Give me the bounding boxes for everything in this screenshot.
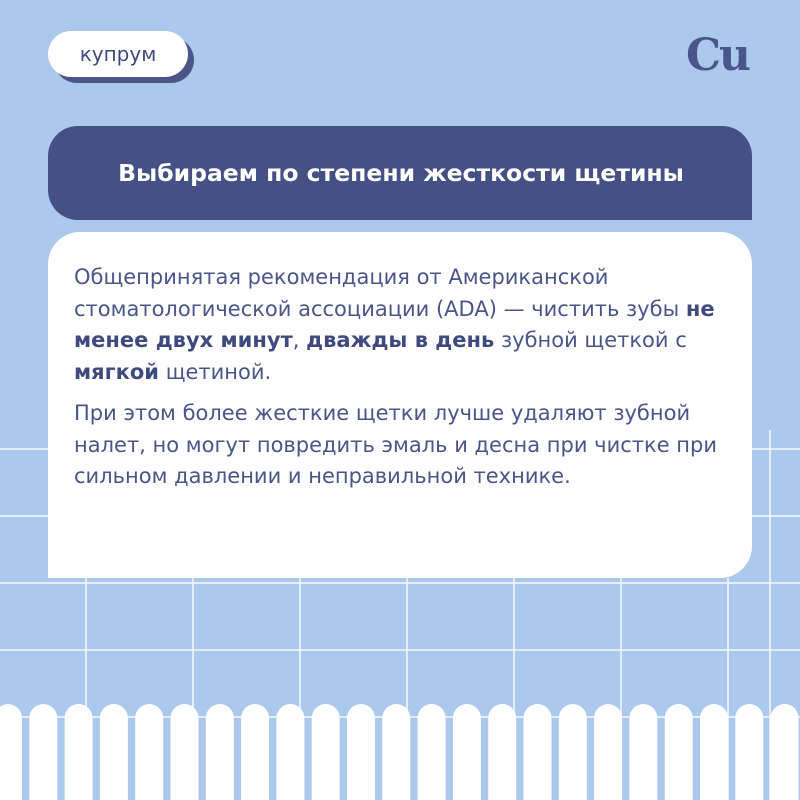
fence-bar — [241, 704, 269, 800]
fence-bar — [382, 704, 410, 800]
cu-logo: Cu — [686, 30, 750, 81]
paragraph1-part4: щетиной. — [159, 359, 272, 384]
fence-bar — [171, 704, 199, 800]
fence-bar — [524, 704, 552, 800]
fence-bar — [0, 704, 22, 800]
fence-bar — [665, 704, 693, 800]
fence-bar — [488, 704, 516, 800]
fence-bar — [135, 704, 163, 800]
fence-bar — [453, 704, 481, 800]
fence-bar — [735, 704, 763, 800]
bottom-fence-decoration — [0, 700, 800, 800]
highlight-soft: мягкой — [74, 359, 160, 384]
fence-bar — [276, 704, 304, 800]
fence-bar — [100, 704, 128, 800]
fence-bar — [347, 704, 375, 800]
highlight-two-minutes: не менее двух минут — [74, 296, 715, 352]
fence-bar — [65, 704, 93, 800]
paragraph1-part2: , — [292, 328, 307, 352]
fence-bar — [771, 704, 799, 800]
fence-bar — [700, 704, 728, 800]
fence-bar — [29, 704, 57, 800]
page-title: Выбираем по степени жесткости щетины — [48, 126, 752, 220]
fence-bar — [418, 704, 446, 800]
fence-bar — [559, 704, 587, 800]
highlight-twice-a-day: дважды в день — [306, 328, 495, 352]
content-card — [48, 232, 752, 578]
fence-bar — [594, 704, 622, 800]
fence-bar — [629, 704, 657, 800]
paragraph1-part1: Общепринятая рекомендация от Американской стоматологической ассоциации (ADA) — чистить зубы — [74, 265, 686, 321]
brand-pill: купрум — [48, 31, 188, 77]
fence-bar — [206, 704, 234, 800]
fence-bar — [312, 704, 340, 800]
paragraph-hard-brushes: При этом более жесткие щетки лучше удаляют зубной налет, но могут повредить эмаль и десна при чистке при сильном давлении и неправильной технике. — [74, 401, 717, 488]
paragraph1-part3: зубной щеткой с — [494, 328, 687, 352]
paragraph-recommendation — [74, 262, 728, 388]
